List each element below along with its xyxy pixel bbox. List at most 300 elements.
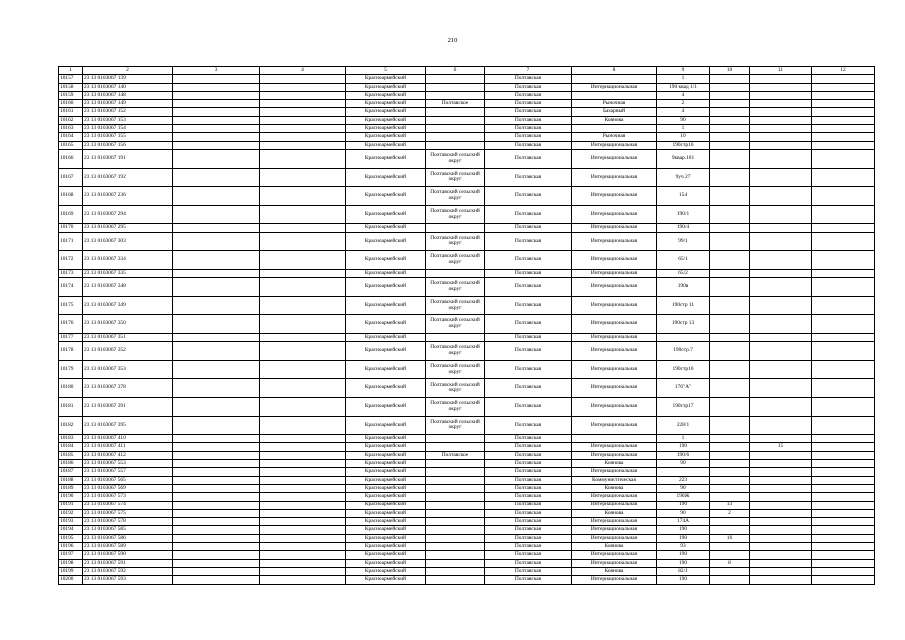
table-cell xyxy=(426,125,485,133)
table-cell: 10186 xyxy=(59,460,83,468)
table-cell: 23 13 0103067 574 xyxy=(83,501,173,509)
table-cell: Красноармейский xyxy=(346,125,426,133)
table-cell xyxy=(572,91,657,99)
table-cell: 8 xyxy=(710,559,750,567)
table-cell: 23 13 0103067 335 xyxy=(83,269,173,277)
table-row xyxy=(59,75,875,83)
table-cell xyxy=(812,315,875,334)
table-cell: Интернациональная xyxy=(572,296,657,315)
table-cell: Полтавская xyxy=(485,224,572,232)
table-cell xyxy=(750,83,812,91)
table-cell: Интернациональная xyxy=(572,83,657,91)
table-cell: Полтавская xyxy=(485,526,572,534)
table-cell: 23 13 0103067 410 xyxy=(83,435,173,443)
table-cell xyxy=(710,451,750,459)
table-cell: Красноармейский xyxy=(346,518,426,526)
table-cell: Интернациональная xyxy=(572,342,657,361)
table-row xyxy=(59,133,875,141)
table-row xyxy=(59,205,875,224)
table-cell: 10181 xyxy=(59,397,83,416)
table-cell: 174А xyxy=(657,518,710,526)
table-row xyxy=(59,567,875,575)
table-cell xyxy=(260,232,346,251)
table-cell xyxy=(750,75,812,83)
table-cell: 16 xyxy=(710,534,750,542)
table-cell xyxy=(750,509,812,517)
table-row xyxy=(59,100,875,108)
table-cell xyxy=(173,133,260,141)
table-cell xyxy=(710,416,750,435)
table-cell: 9квар.101 xyxy=(657,149,710,168)
table-cell xyxy=(710,460,750,468)
table-cell xyxy=(426,576,485,584)
table-cell: 10164 xyxy=(59,133,83,141)
table-cell: Красноармейский xyxy=(346,493,426,501)
table-cell: Полтавская xyxy=(485,75,572,83)
table-cell: 228/1 xyxy=(657,416,710,435)
table-cell: 190я xyxy=(657,278,710,297)
table-cell xyxy=(260,460,346,468)
table-cell xyxy=(710,551,750,559)
table-cell: 10183 xyxy=(59,435,83,443)
table-cell: 190 xyxy=(657,576,710,584)
table-cell xyxy=(812,476,875,484)
table-cell: 23 13 0103067 395 xyxy=(83,416,173,435)
table-cell: 4 xyxy=(657,108,710,116)
column-header: 11 xyxy=(750,67,812,75)
table-cell: Красноармейский xyxy=(346,133,426,141)
table-cell: Интернациональная xyxy=(572,278,657,297)
table-cell xyxy=(173,509,260,517)
table-cell: 10196 xyxy=(59,543,83,551)
table-cell: Интернациональная xyxy=(572,379,657,398)
table-cell: Коммунистическая xyxy=(572,476,657,484)
table-cell xyxy=(173,360,260,379)
table-cell xyxy=(426,518,485,526)
table-cell xyxy=(260,360,346,379)
table-cell xyxy=(260,518,346,526)
table-cell xyxy=(260,509,346,517)
table-cell: 23 13 0103067 155 xyxy=(83,133,173,141)
table-cell: Красноармейский xyxy=(346,526,426,534)
table-cell: Полтавская xyxy=(485,232,572,251)
table-cell: 10188 xyxy=(59,476,83,484)
table-cell xyxy=(750,100,812,108)
table-cell: Полтавская xyxy=(485,543,572,551)
table-cell: Красноармейский xyxy=(346,468,426,476)
table-cell xyxy=(750,476,812,484)
table-cell xyxy=(750,360,812,379)
table-cell: Полтавская xyxy=(485,484,572,492)
table-cell xyxy=(173,141,260,149)
table-cell xyxy=(173,526,260,534)
table-cell xyxy=(173,559,260,567)
table-cell xyxy=(812,576,875,584)
table-cell xyxy=(260,205,346,224)
table-cell: 23 13 0103067 593 xyxy=(83,576,173,584)
table-cell: 23 13 0103067 351 xyxy=(83,333,173,341)
table-cell xyxy=(173,518,260,526)
table-cell: Полтавская xyxy=(485,451,572,459)
table-cell xyxy=(710,468,750,476)
table-cell xyxy=(812,342,875,361)
table-cell: 176"А" xyxy=(657,379,710,398)
table-cell: Красноармейский xyxy=(346,269,426,277)
table-cell: 190 xyxy=(657,559,710,567)
table-cell: 23 13 0103067 349 xyxy=(83,296,173,315)
table-cell xyxy=(260,315,346,334)
table-row xyxy=(59,116,875,124)
table-cell: Полтавская xyxy=(485,133,572,141)
table-cell: 23 13 0103067 391 xyxy=(83,397,173,416)
table-cell: 23 13 0103067 191 xyxy=(83,149,173,168)
table-cell xyxy=(710,397,750,416)
table-cell xyxy=(710,315,750,334)
table-cell: Красноармейский xyxy=(346,543,426,551)
table-cell xyxy=(426,83,485,91)
table-cell xyxy=(173,493,260,501)
table-cell: Интернациональная xyxy=(572,518,657,526)
table-cell xyxy=(260,278,346,297)
table-cell xyxy=(710,269,750,277)
table-cell: Красноармейский xyxy=(346,333,426,341)
table-cell: 10180 xyxy=(59,379,83,398)
table-cell: 23 13 0103067 148 xyxy=(83,91,173,99)
table-row xyxy=(59,501,875,509)
page-number: 210 xyxy=(447,37,458,44)
table-cell xyxy=(750,125,812,133)
table-cell xyxy=(173,443,260,451)
table-cell xyxy=(812,251,875,270)
table-cell: Интернациональная xyxy=(572,333,657,341)
table-cell: 23 13 0103067 295 xyxy=(83,224,173,232)
table-cell xyxy=(173,232,260,251)
table-cell: Полтавская xyxy=(485,149,572,168)
table-cell xyxy=(710,342,750,361)
table-cell: Полтавская xyxy=(485,251,572,270)
table-cell: 23 13 0103067 156 xyxy=(83,141,173,149)
table-cell: Интернациональная xyxy=(572,397,657,416)
column-header: 12 xyxy=(812,67,875,75)
table-row xyxy=(59,526,875,534)
table-cell xyxy=(750,379,812,398)
table-cell: Коянова xyxy=(572,509,657,517)
table-cell: 10168 xyxy=(59,187,83,206)
table-cell xyxy=(173,534,260,542)
table-cell xyxy=(173,567,260,575)
table-cell xyxy=(173,168,260,187)
table-cell xyxy=(812,416,875,435)
table-cell xyxy=(173,379,260,398)
table-cell xyxy=(750,315,812,334)
table-cell xyxy=(260,133,346,141)
table-cell: 23 13 0103067 592 xyxy=(83,567,173,575)
table-cell: 10158 xyxy=(59,83,83,91)
table-row xyxy=(59,187,875,206)
table-cell xyxy=(260,149,346,168)
table-cell xyxy=(750,168,812,187)
table-cell xyxy=(750,416,812,435)
table-cell: 23 13 0103067 350 xyxy=(83,315,173,334)
table-cell: Полтавская xyxy=(485,360,572,379)
table-cell xyxy=(710,100,750,108)
table-cell xyxy=(260,83,346,91)
table-cell xyxy=(812,484,875,492)
table-cell xyxy=(710,435,750,443)
table-cell xyxy=(173,333,260,341)
table-cell: 10167 xyxy=(59,168,83,187)
table-cell xyxy=(710,168,750,187)
table-cell xyxy=(173,435,260,443)
table-cell: Полтавская xyxy=(485,559,572,567)
table-cell: Полтавская xyxy=(485,342,572,361)
table-cell xyxy=(812,133,875,141)
table-cell xyxy=(750,468,812,476)
table-cell: Красноармейский xyxy=(346,484,426,492)
column-header: 5 xyxy=(346,67,426,75)
table-cell xyxy=(173,91,260,99)
column-header: 2 xyxy=(83,67,173,75)
table-cell xyxy=(173,484,260,492)
table-cell xyxy=(812,397,875,416)
table-cell: 190 xyxy=(657,443,710,451)
table-cell: Полтавский сельский округ xyxy=(426,149,485,168)
table-cell: Полтавское xyxy=(426,451,485,459)
column-header: 8 xyxy=(572,67,657,75)
table-cell xyxy=(426,116,485,124)
table-cell xyxy=(812,205,875,224)
table-cell xyxy=(750,116,812,124)
table-cell: Красноармейский xyxy=(346,108,426,116)
table-row xyxy=(59,232,875,251)
table-cell xyxy=(750,141,812,149)
table-cell: Полтавская xyxy=(485,476,572,484)
table-cell xyxy=(750,91,812,99)
table-cell xyxy=(260,269,346,277)
table-cell: Красноармейский xyxy=(346,397,426,416)
column-header: 4 xyxy=(260,67,346,75)
table-cell: Красноармейский xyxy=(346,278,426,297)
table-cell xyxy=(426,224,485,232)
table-cell: Красноармейский xyxy=(346,435,426,443)
table-cell xyxy=(173,116,260,124)
table-cell xyxy=(750,187,812,206)
table-cell xyxy=(710,567,750,575)
table-cell: Красноармейский xyxy=(346,416,426,435)
table-cell: Красноармейский xyxy=(346,168,426,187)
table-cell xyxy=(260,108,346,116)
table-cell: 10193 xyxy=(59,518,83,526)
table-cell: 10197 xyxy=(59,551,83,559)
table-cell xyxy=(260,443,346,451)
table-cell: 23 13 0103067 412 xyxy=(83,451,173,459)
table-cell: 10157 xyxy=(59,75,83,83)
table-cell xyxy=(750,278,812,297)
table-cell xyxy=(750,501,812,509)
table-cell xyxy=(812,269,875,277)
table-cell xyxy=(260,493,346,501)
table-cell: 23 13 0103067 334 xyxy=(83,251,173,270)
table-cell xyxy=(750,518,812,526)
table-cell: Полтавский сельский округ xyxy=(426,342,485,361)
table-cell xyxy=(426,501,485,509)
table-cell xyxy=(710,75,750,83)
table-cell xyxy=(750,460,812,468)
table-cell: Полтавский сельский округ xyxy=(426,315,485,334)
table-cell xyxy=(173,149,260,168)
table-cell: 10191 xyxy=(59,501,83,509)
table-cell: Полтавская xyxy=(485,296,572,315)
table-cell xyxy=(426,551,485,559)
table-row xyxy=(59,269,875,277)
table-cell: Красноармейский xyxy=(346,360,426,379)
table-cell: 190стр 11 xyxy=(657,296,710,315)
table-cell xyxy=(260,168,346,187)
table-cell xyxy=(173,460,260,468)
table-cell: Полтавская xyxy=(485,141,572,149)
table-cell: Полтавский сельский округ xyxy=(426,205,485,224)
table-cell xyxy=(710,296,750,315)
table-cell: Полтавская xyxy=(485,125,572,133)
table-cell: Рыночная xyxy=(572,133,657,141)
table-cell xyxy=(572,75,657,83)
table-cell xyxy=(260,379,346,398)
table-cell: 190 xyxy=(657,551,710,559)
table-cell: 10 xyxy=(657,133,710,141)
table-cell xyxy=(812,187,875,206)
table-cell xyxy=(173,476,260,484)
table-cell: Красноармейский xyxy=(346,224,426,232)
table-cell: 190стр16 xyxy=(657,360,710,379)
table-cell: Полтавская xyxy=(485,83,572,91)
table-cell: Красноармейский xyxy=(346,551,426,559)
table-cell: 190 xyxy=(657,526,710,534)
table-cell: 23 13 0103067 589 xyxy=(83,543,173,551)
table-cell xyxy=(710,205,750,224)
table-cell xyxy=(750,551,812,559)
table-cell xyxy=(750,484,812,492)
table-cell: Интернациональная xyxy=(572,251,657,270)
table-cell xyxy=(173,397,260,416)
table-cell: Интернациональная xyxy=(572,493,657,501)
table-cell: 10170 xyxy=(59,224,83,232)
table-cell xyxy=(260,75,346,83)
table-cell: Полтавский сельский округ xyxy=(426,278,485,297)
table-cell: Полтавская xyxy=(485,416,572,435)
table-cell xyxy=(750,451,812,459)
table-cell: 23 13 0103067 578 xyxy=(83,518,173,526)
table-cell: 93 xyxy=(657,543,710,551)
table-cell: 65/1 xyxy=(657,251,710,270)
table-cell: Красноармейский xyxy=(346,296,426,315)
table-cell: Полтавская xyxy=(485,205,572,224)
table-cell xyxy=(173,100,260,108)
table-cell xyxy=(260,187,346,206)
table-row xyxy=(59,91,875,99)
table-row xyxy=(59,460,875,468)
table-cell xyxy=(173,269,260,277)
table-row xyxy=(59,468,875,476)
table-cell: 10161 xyxy=(59,108,83,116)
table-cell: 10159 xyxy=(59,91,83,99)
table-cell xyxy=(812,333,875,341)
table-cell: Красноармейский xyxy=(346,451,426,459)
table-cell: Полтавская xyxy=(485,534,572,542)
table-cell xyxy=(812,551,875,559)
table-cell xyxy=(812,296,875,315)
table-cell xyxy=(812,232,875,251)
table-header-row xyxy=(59,67,875,75)
table-cell: 23 13 0103067 348 xyxy=(83,278,173,297)
table-cell xyxy=(426,460,485,468)
table-cell: Красноармейский xyxy=(346,251,426,270)
table-cell: 23 13 0103067 153 xyxy=(83,116,173,124)
table-cell xyxy=(750,251,812,270)
table-cell: Красноармейский xyxy=(346,379,426,398)
table-cell: 23 13 0103067 149 xyxy=(83,100,173,108)
table-cell: 1 xyxy=(657,435,710,443)
table-cell xyxy=(750,133,812,141)
table-cell xyxy=(260,543,346,551)
table-cell: 23 13 0103067 585 xyxy=(83,526,173,534)
table-cell: 10163 xyxy=(59,125,83,133)
table-cell: Красноармейский xyxy=(346,509,426,517)
table-cell: Полтавская xyxy=(485,493,572,501)
table-cell: Полтавская xyxy=(485,501,572,509)
table-cell: 23 13 0103067 236 xyxy=(83,187,173,206)
table-cell: Интернациональная xyxy=(572,451,657,459)
table-cell: Интернациональная xyxy=(572,551,657,559)
table-cell xyxy=(750,108,812,116)
table-cell xyxy=(812,168,875,187)
table-cell: 2 xyxy=(657,100,710,108)
table-cell xyxy=(750,567,812,575)
table-cell xyxy=(750,333,812,341)
table-cell: Полтавская xyxy=(485,379,572,398)
table-cell xyxy=(173,224,260,232)
table-cell: 65/2 xyxy=(657,269,710,277)
table-cell xyxy=(812,379,875,398)
table-cell xyxy=(710,543,750,551)
table-row xyxy=(59,493,875,501)
table-cell xyxy=(173,83,260,91)
table-row xyxy=(59,141,875,149)
table-cell xyxy=(426,534,485,542)
table-cell: Коянова xyxy=(572,116,657,124)
table-cell: 190стр16 xyxy=(657,141,710,149)
table-cell: 10179 xyxy=(59,360,83,379)
table-cell: Красноармейский xyxy=(346,576,426,584)
table-cell xyxy=(426,543,485,551)
table-cell xyxy=(710,91,750,99)
table-cell: 10200 xyxy=(59,576,83,584)
table-cell xyxy=(812,116,875,124)
table-cell: Красноармейский xyxy=(346,75,426,83)
table-cell: Интернациональная xyxy=(572,360,657,379)
table-cell: Интернациональная xyxy=(572,141,657,149)
table-cell xyxy=(710,133,750,141)
table-cell xyxy=(812,360,875,379)
table-cell xyxy=(426,476,485,484)
table-row xyxy=(59,543,875,551)
table-cell: Рыночная xyxy=(572,100,657,108)
table-cell: Полтавская xyxy=(485,509,572,517)
table-cell: 190/1 xyxy=(657,205,710,224)
table-cell: 23 13 0103067 352 xyxy=(83,342,173,361)
table-row xyxy=(59,484,875,492)
table-row xyxy=(59,397,875,416)
table-cell: Интернациональная xyxy=(572,269,657,277)
